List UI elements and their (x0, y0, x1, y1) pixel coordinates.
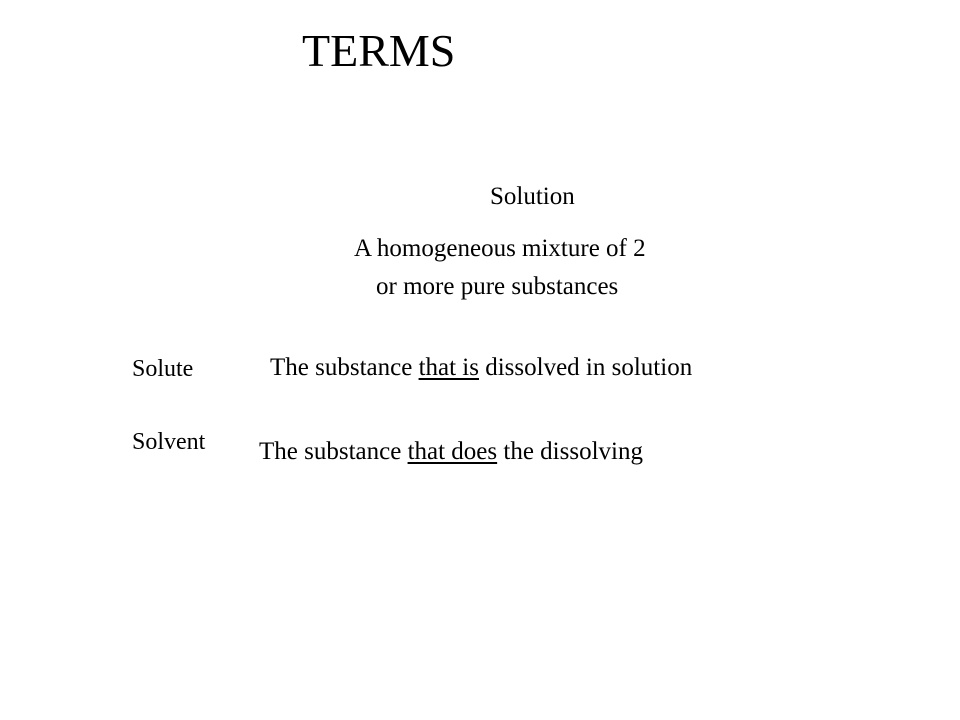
solute-definition-before: The substance (270, 354, 419, 381)
slide-title: TERMS (302, 25, 456, 76)
solution-term: Solution (490, 183, 575, 210)
solute-label: Solute (132, 356, 194, 382)
solute-definition (270, 355, 692, 380)
solvent-definition-underlined: that does (407, 438, 498, 465)
solution-definition-line-2: or more pure substances (376, 273, 619, 300)
solvent-definition-after: the dissolving (497, 438, 643, 465)
solvent-definition-before: The substance (259, 438, 408, 465)
solution-definition-line-1: A homogeneous mixture of 2 (354, 235, 646, 262)
solute-definition-underlined: that is (418, 354, 479, 381)
solvent-definition (259, 439, 643, 464)
solvent-label: Solvent (132, 429, 206, 455)
solute-definition-after: dissolved in solution (478, 354, 693, 381)
